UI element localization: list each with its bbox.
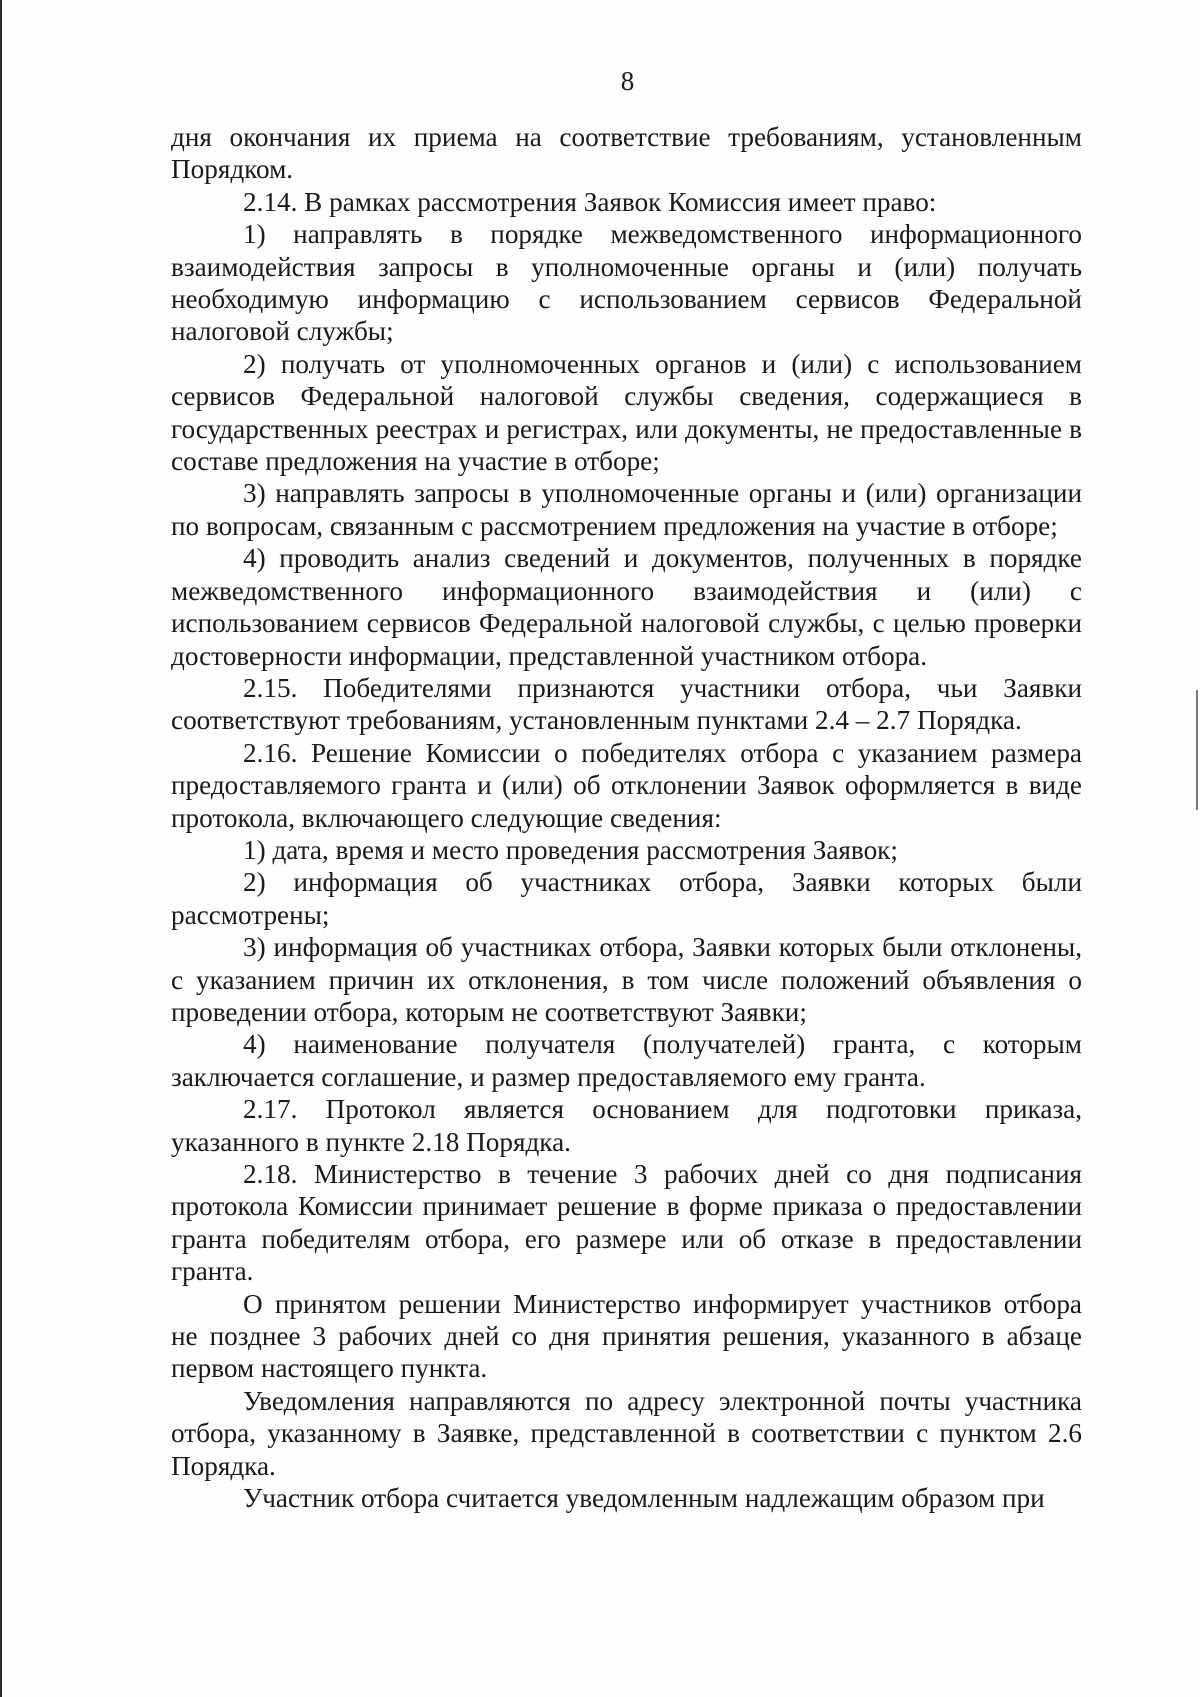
- paragraph-2-17: 2.17. Протокол является основанием для подготовки приказа, указанного в пункте 2.18 Порядка.: [171, 1094, 1082, 1157]
- list-item: 2) получать от уполномоченных органов и (или) с использованием сервисов Федеральной налоговой службы сведения, содержащиеся в государственных реестрах и регистрах, или документы, не предоставленные в составе предложения на участие в отборе;: [171, 348, 1082, 477]
- scan-edge: [0, 0, 2, 1697]
- page-number: 8: [620, 66, 635, 96]
- list-item: 3) информация об участниках отбора, Заявки которых были отклонены, с указанием причин их отклонения, в том числе положений объявления о проведении отбора, которым не соответствуют Заявки;: [171, 932, 1082, 1027]
- paragraph: О принятом решении Министерство информирует участников отбора не позднее 3 рабочих дней со дня принятия решения, указанного в абзаце первом настоящего пункта.: [171, 1288, 1082, 1384]
- paragraph-2-18: 2.18. Министерство в течение 3 рабочих дней со дня подписания протокола Комиссии принимает решение в форме приказа о предоставлении гранта победителям отбора, его размере или об отказе в предоставлении гранта.: [171, 1159, 1082, 1287]
- list-item: 1) направлять в порядке межведомственного информационного взаимодействия запросы в уполномоченные органы и (или) получать необходимую информацию с использованием сервисов Федеральной налоговой службы;: [171, 219, 1082, 347]
- paragraph-2-15: 2.15. Победителями признаются участники отбора, чьи Заявки соответствуют требованиям, установленным пунктами 2.4 – 2.7 Порядка.: [171, 672, 1082, 736]
- paragraph-2-16: 2.16. Решение Комиссии о победителях отбора с указанием размера предоставляемого гранта и (или) об отклонении Заявок оформляется в виде протокола, включающего следующие сведения:: [171, 737, 1082, 833]
- scan-edge: [1196, 690, 1198, 810]
- paragraph-last: Участник отбора считается уведомленным надлежащим образом при: [243, 1483, 1045, 1514]
- list-item: 1) дата, время и место проведения рассмотрения Заявок;: [243, 834, 898, 865]
- paragraph: Уведомления направляются по адресу электронной почты участника отбора, указанному в Заявке, представленной в соответствии с пунктом 2.6 Порядка.: [171, 1385, 1082, 1481]
- list-item: 4) проводить анализ сведений и документов, полученных в порядке межведомственного информационного взаимодействия и (или) с использованием сервисов Федеральной налоговой службы, с целью проверки достоверности информации, представленной участником отбора.: [171, 543, 1082, 671]
- list-item: 2) информация об участниках отбора, Заявки которых были рассмотрены;: [171, 867, 1082, 930]
- list-item: 3) направлять запросы в уполномоченные органы и (или) организации по вопросам, связанным с рассмотрением предложения на участие в отборе;: [171, 478, 1082, 541]
- paragraph-continuation: дня окончания их приема на соответствие требованиям, установленным Порядком.: [171, 122, 1082, 185]
- paragraph-2-14: 2.14. В рамках рассмотрения Заявок Комиссия имеет право:: [243, 186, 937, 217]
- list-item: 4) наименование получателя (получателей) гранта, с которым заключается соглашение, и размер предоставляемого ему гранта.: [171, 1029, 1082, 1092]
- document-body: [171, 121, 1082, 1514]
